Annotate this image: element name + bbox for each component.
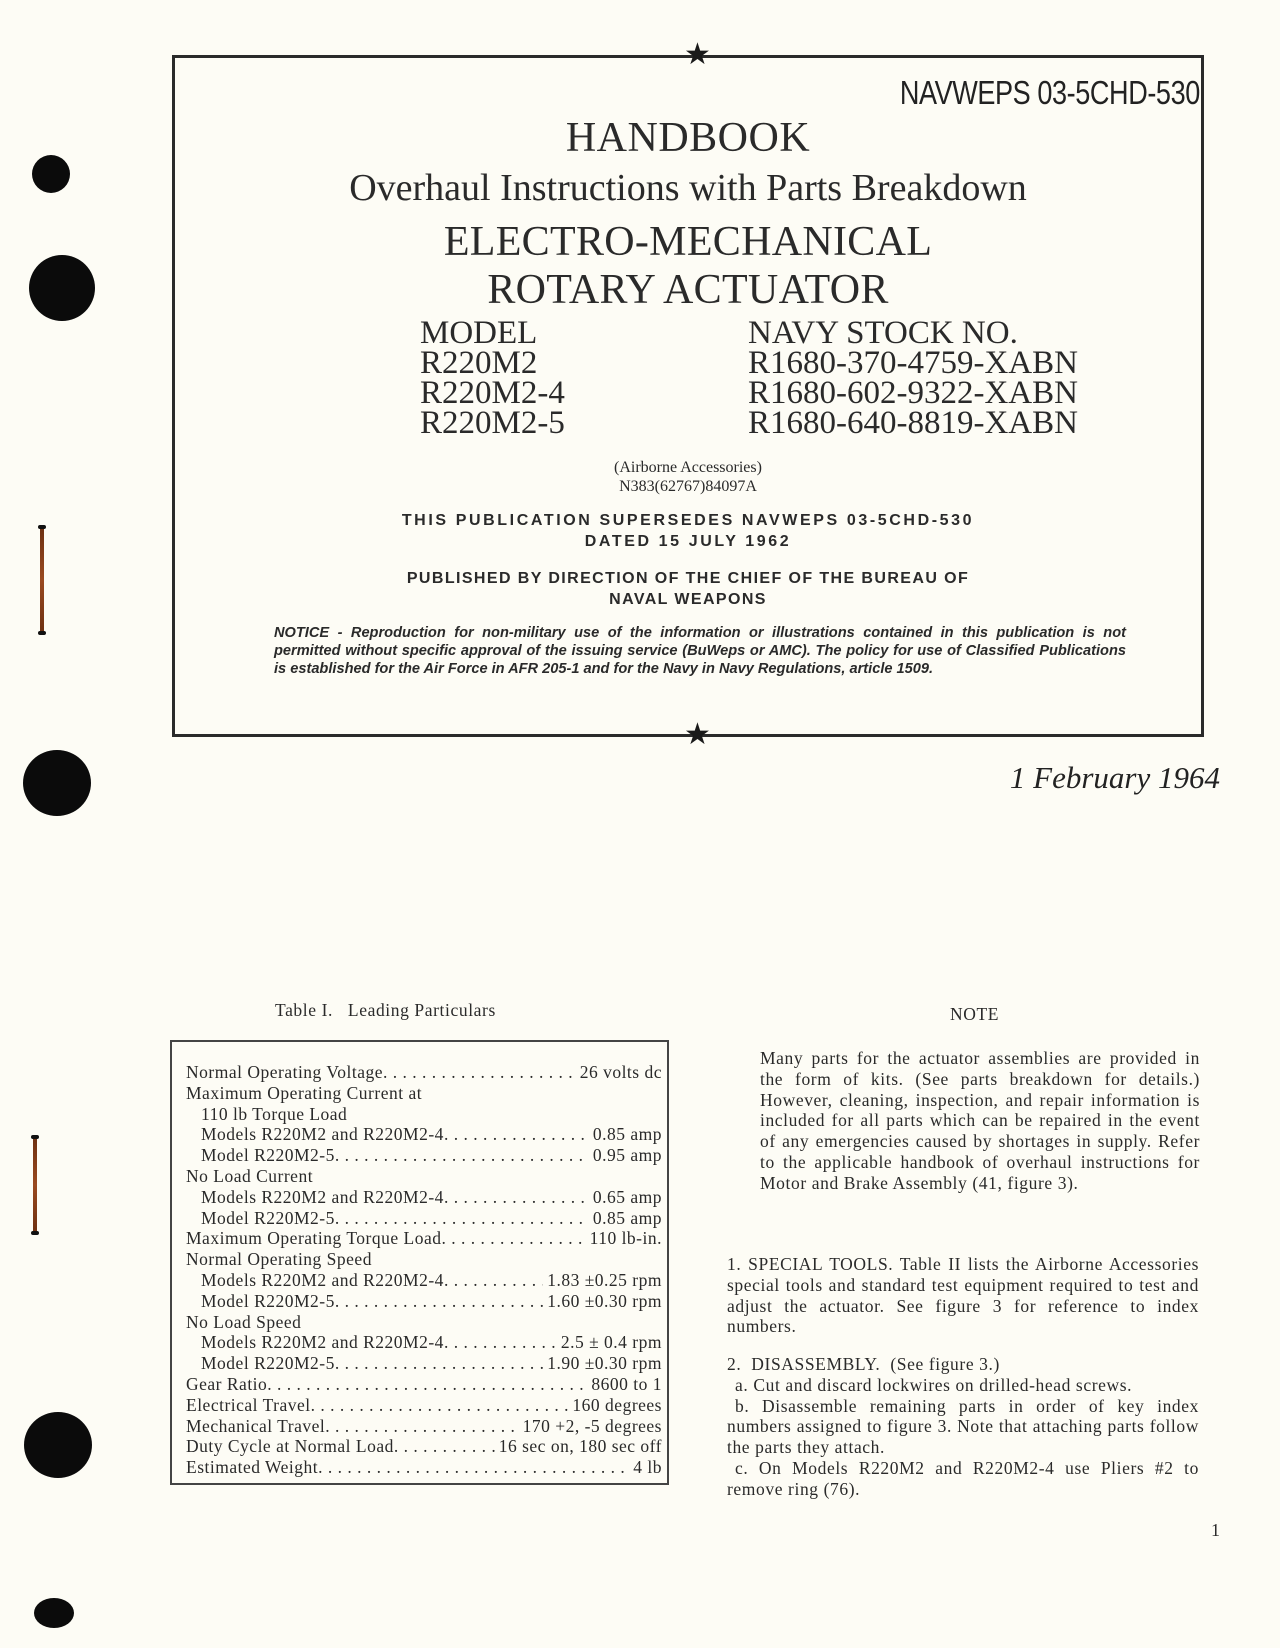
table-row	[186, 1249, 662, 1270]
note-body: Many parts for the actuator assemblies are provided in the form of kits. (See parts breakdown for details.) However, cleaning, inspection, and repair information is included for all parts which can be repaired in the event of any emergencies caused by shortages in supply. Refer to the applicable handbook of overhaul instructions for Motor and Brake Assembly (41, figure 3).	[760, 1048, 1200, 1193]
particular-label: Mechanical Travel	[186, 1415, 326, 1436]
particular-value: 2.5 ± 0.4 rpm	[560, 1332, 662, 1353]
table-row	[186, 1312, 662, 1333]
particular-label: Gear Ratio	[186, 1373, 268, 1394]
rust-mark-icon	[40, 525, 44, 635]
section-special-tools: 1. SPECIAL TOOLS. Table II lists the Airborne Accessories special tools and standard test equipment required to test and adjust the actuator. See figure 3 for reference to index numbers.	[727, 1254, 1199, 1337]
dot-leader	[383, 1062, 576, 1083]
main-title-line-1: ELECTRO-MECHANICAL	[443, 219, 933, 265]
table-row	[186, 1457, 662, 1478]
model-heading: MODEL	[420, 315, 538, 351]
particular-label: Maximum Operating Current at	[186, 1082, 423, 1103]
table-row	[186, 1270, 662, 1291]
table-row	[186, 1166, 662, 1187]
main-title	[172, 218, 1204, 314]
binder-hole-icon	[23, 750, 91, 816]
reproduction-notice: NOTICE - Reproduction for non-military use of the information or illustrations contained in this publication is not permitted without specific approval of the issuing service (BuWeps or AMC). The policy for use of Classified Publications is established for the Air Force in AFR 205-1 and for the Navy in Navy Regulations, article 1509.	[274, 625, 1126, 677]
particular-label: Normal Operating Voltage	[186, 1062, 384, 1082]
table-row	[186, 1145, 662, 1166]
particular-value: 1.90 ±0.30 rpm	[547, 1353, 662, 1374]
table-row	[186, 1208, 662, 1229]
document-number: NAVWEPS 03-5CHD-530	[900, 74, 1200, 111]
dot-leader	[335, 1353, 543, 1374]
supersedes-line-1: THIS PUBLICATION SUPERSEDES NAVWEPS 03-5CHD-530	[401, 512, 975, 529]
disassembly-step: a. Cut and discard lockwires on drilled-head screws.	[735, 1374, 1133, 1395]
particular-value: 0.65 amp	[592, 1186, 662, 1207]
stock-number-list	[748, 315, 1078, 441]
particular-value: 1.60 ±0.30 rpm	[547, 1290, 662, 1311]
star-icon: ★	[684, 717, 711, 752]
binder-hole-icon	[24, 1412, 92, 1478]
dot-leader	[335, 1291, 543, 1312]
dot-leader	[335, 1145, 589, 1166]
particular-label: 110 lb Torque Load	[201, 1103, 348, 1124]
model-list	[420, 315, 565, 441]
manufacturer-code: N383(62767)84097A	[619, 478, 757, 495]
section-disassembly	[727, 1354, 1199, 1500]
particular-label: Models R220M2 and R220M2-4	[201, 1124, 444, 1145]
dot-leader	[444, 1187, 589, 1208]
manufacturer-block	[172, 458, 1204, 496]
table-row	[186, 1062, 662, 1083]
particular-label: Duty Cycle at Normal Load	[186, 1436, 394, 1457]
model-item: R220M2-4	[420, 375, 565, 411]
model-item: R220M2	[420, 345, 538, 381]
particular-value: 1.83 ±0.25 rpm	[547, 1269, 662, 1290]
dot-leader	[335, 1208, 589, 1229]
binder-hole-icon	[29, 255, 95, 321]
particular-label: Electrical Travel	[186, 1394, 311, 1415]
title-handbook: HANDBOOK	[565, 115, 811, 161]
table-row	[186, 1436, 662, 1457]
stock-number-item: R1680-602-9322-XABN	[748, 375, 1078, 411]
dot-leader	[444, 1270, 543, 1291]
particular-label: Models R220M2 and R220M2-4	[201, 1186, 444, 1207]
particular-label: Models R220M2 and R220M2-4	[201, 1269, 444, 1290]
leading-particulars-rows	[186, 1062, 662, 1478]
table-row	[186, 1291, 662, 1312]
table-row	[186, 1187, 662, 1208]
particular-value: 26 volts dc	[579, 1062, 662, 1082]
dot-leader	[325, 1416, 518, 1437]
particular-label: Models R220M2 and R220M2-4	[201, 1332, 444, 1353]
particular-value: 8600 to 1	[591, 1373, 662, 1394]
dot-leader	[318, 1457, 629, 1478]
stock-number-item: R1680-640-8819-XABN	[748, 405, 1078, 441]
particular-label: Normal Operating Speed	[186, 1249, 372, 1270]
table-row	[186, 1395, 662, 1416]
particular-value: 0.85 amp	[592, 1207, 662, 1228]
stock-heading: NAVY STOCK NO.	[748, 315, 1018, 351]
stock-number-item: R1680-370-4759-XABN	[748, 345, 1078, 381]
supersedes-line-2: DATED 15 JULY 1962	[584, 533, 792, 550]
disassembly-heading: 2. DISASSEMBLY. (See figure 3.)	[727, 1354, 1000, 1374]
subtitle: Overhaul Instructions with Parts Breakdown	[349, 167, 1027, 209]
rust-mark-icon	[33, 1135, 37, 1235]
particular-label: Estimated Weight	[186, 1457, 319, 1478]
dot-leader	[267, 1374, 587, 1395]
published-by	[172, 568, 1204, 610]
table-row	[186, 1228, 662, 1249]
particular-label: Model R220M2-5	[201, 1290, 335, 1311]
particular-value: 16 sec on, 180 sec off	[498, 1436, 662, 1457]
binder-hole-icon	[34, 1598, 74, 1628]
disassembly-step: b. Disassemble remaining parts in order of key index numbers assigned to figure 3. Note that attaching parts follow the parts they attach.	[727, 1395, 1199, 1458]
model-item: R220M2-5	[420, 405, 565, 441]
star-icon: ★	[684, 37, 711, 72]
issue-date: 1 February 1964	[1009, 760, 1220, 795]
particular-value: 110 lb-in.	[589, 1228, 662, 1249]
particular-label: Model R220M2-5	[201, 1145, 335, 1166]
disassembly-step: c. On Models R220M2 and R220M2-4 use Pliers #2 to remove ring (76).	[727, 1457, 1199, 1499]
particular-label: No Load Current	[186, 1165, 314, 1186]
table-row	[186, 1332, 662, 1353]
table-row	[186, 1353, 662, 1374]
dot-leader	[394, 1436, 495, 1457]
dot-leader	[441, 1228, 585, 1249]
particular-value: 160 degrees	[572, 1394, 662, 1415]
manufacturer-name: (Airborne Accessories)	[614, 459, 762, 476]
table-row	[186, 1374, 662, 1395]
particular-value: 0.95 amp	[592, 1145, 662, 1166]
dot-leader	[444, 1332, 557, 1353]
table-caption: Table I. Leading Particulars	[275, 1000, 496, 1020]
particular-label: Model R220M2-5	[201, 1207, 335, 1228]
dot-leader	[444, 1124, 589, 1145]
particular-value: 0.85 amp	[592, 1124, 662, 1145]
table-row	[186, 1124, 662, 1145]
particular-label: Maximum Operating Torque Load	[186, 1228, 442, 1249]
main-title-line-2: ROTARY ACTUATOR	[487, 267, 889, 313]
table-row	[186, 1083, 662, 1104]
particular-label: No Load Speed	[186, 1311, 302, 1332]
particular-value: 4 lb	[633, 1457, 662, 1478]
published-by-line-2: NAVAL WEAPONS	[609, 591, 767, 608]
published-by-line-1: PUBLISHED BY DIRECTION OF THE CHIEF OF THE BUREAU OF	[406, 570, 970, 587]
supersedes-notice	[172, 510, 1204, 552]
particular-label: Model R220M2-5	[201, 1353, 335, 1374]
binder-hole-icon	[32, 155, 70, 193]
table-row	[186, 1416, 662, 1437]
dot-leader	[311, 1395, 569, 1416]
table-row	[186, 1104, 662, 1125]
page-number: 1	[1211, 1520, 1220, 1540]
particular-value: 170 +2, -5 degrees	[522, 1415, 662, 1436]
note-heading: NOTE	[950, 1004, 1000, 1024]
